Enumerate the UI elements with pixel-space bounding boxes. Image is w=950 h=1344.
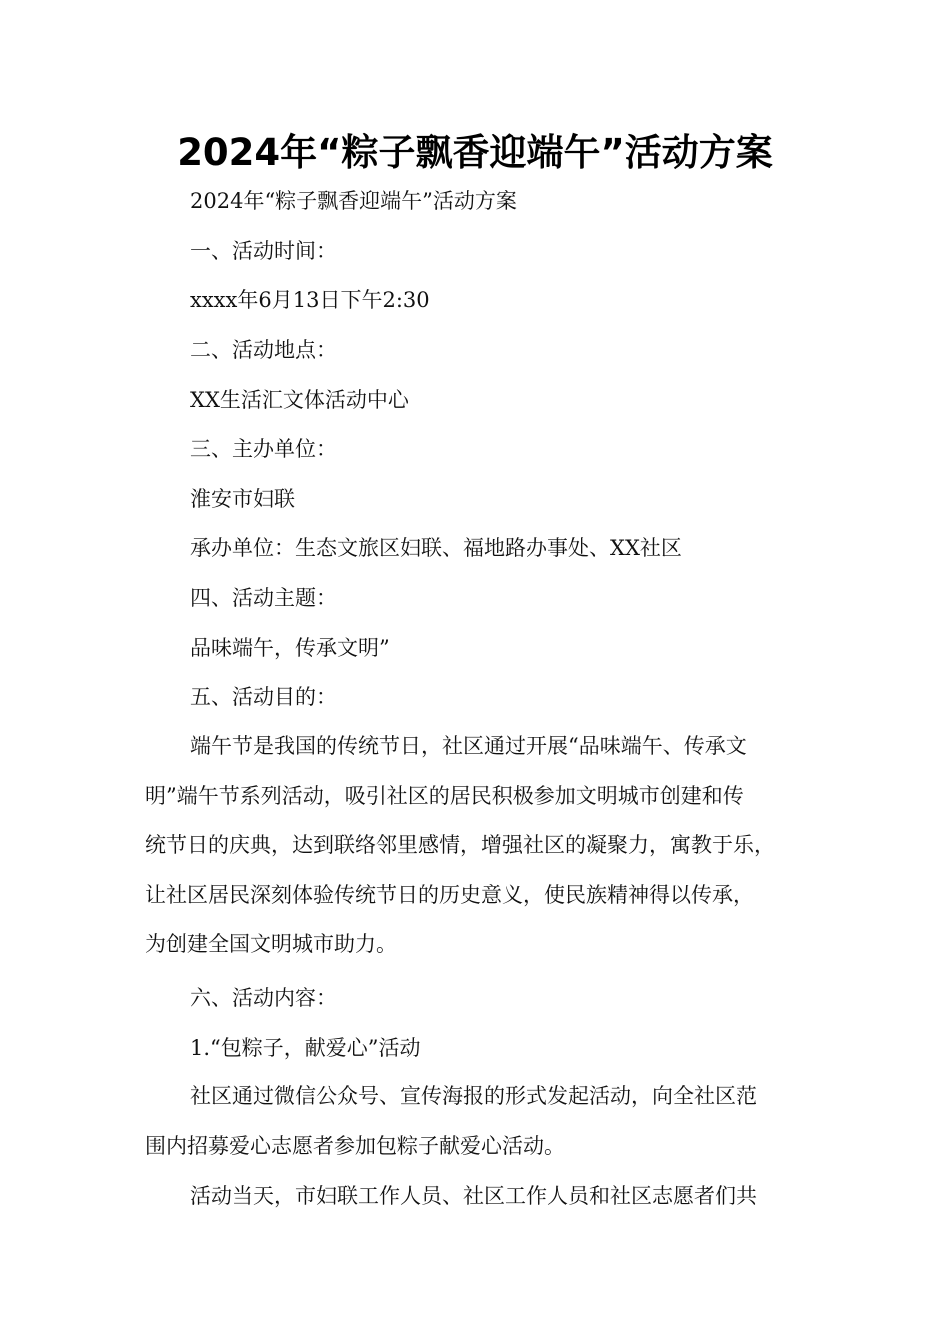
organizer-value: 淮安市妇联 [190,487,295,511]
paragraph-line: 围内招募爱心志愿者参加包粽子献爱心活动。 [145,1133,565,1158]
section-heading-location: 二、活动地点： [190,338,337,362]
document-title: 2024年“粽子飘香迎端午”活动方案 [177,131,773,174]
section-heading-time: 一、活动时间： [190,239,337,263]
item1-paragraph-2 [145,1172,835,1222]
section-heading-theme: 四、活动主题： [190,586,337,610]
item1-paragraph [145,1072,835,1171]
paragraph-line: 统节日的庆典，达到联络邻里感情，增强社区的凝聚力，寓教于乐， [145,833,775,857]
location-value: XX生活汇文体活动中心 [190,388,409,412]
co-organizer-line: 承办单位：生态文旅区妇联、福地路办事处、XX社区 [190,536,682,560]
subtitle-line: 2024年“粽子飘香迎端午”活动方案 [190,189,517,213]
section-heading-purpose: 五、活动目的： [190,685,337,709]
item1-title: 1.“包粽子，献爱心”活动 [190,1036,421,1060]
paragraph-line: 社区通过微信公众号、宣传海报的形式发起活动，向全社区范 [190,1084,757,1108]
paragraph-line: 让社区居民深刻体验传统节日的历史意义，使民族精神得以传承， [145,882,754,907]
paragraph-line: 明”端午节系列活动，吸引社区的居民积极参加文明城市创建和传 [145,783,744,808]
section-heading-organizer: 三、主办单位： [190,437,337,461]
paragraph-line: 端午节是我国的传统节日，社区通过开展“品味端午、传承文 [190,734,747,758]
paragraph-line: 为创建全国文明城市助力。 [145,932,397,956]
section-heading-content: 六、活动内容： [190,986,337,1010]
theme-value: 品味端午，传承文明” [190,636,390,660]
paragraph-line: 活动当天，市妇联工作人员、社区工作人员和社区志愿者们共 [190,1184,757,1208]
purpose-paragraph [145,722,835,970]
time-value: xxxx年6月13日下午2:30 [190,288,430,312]
